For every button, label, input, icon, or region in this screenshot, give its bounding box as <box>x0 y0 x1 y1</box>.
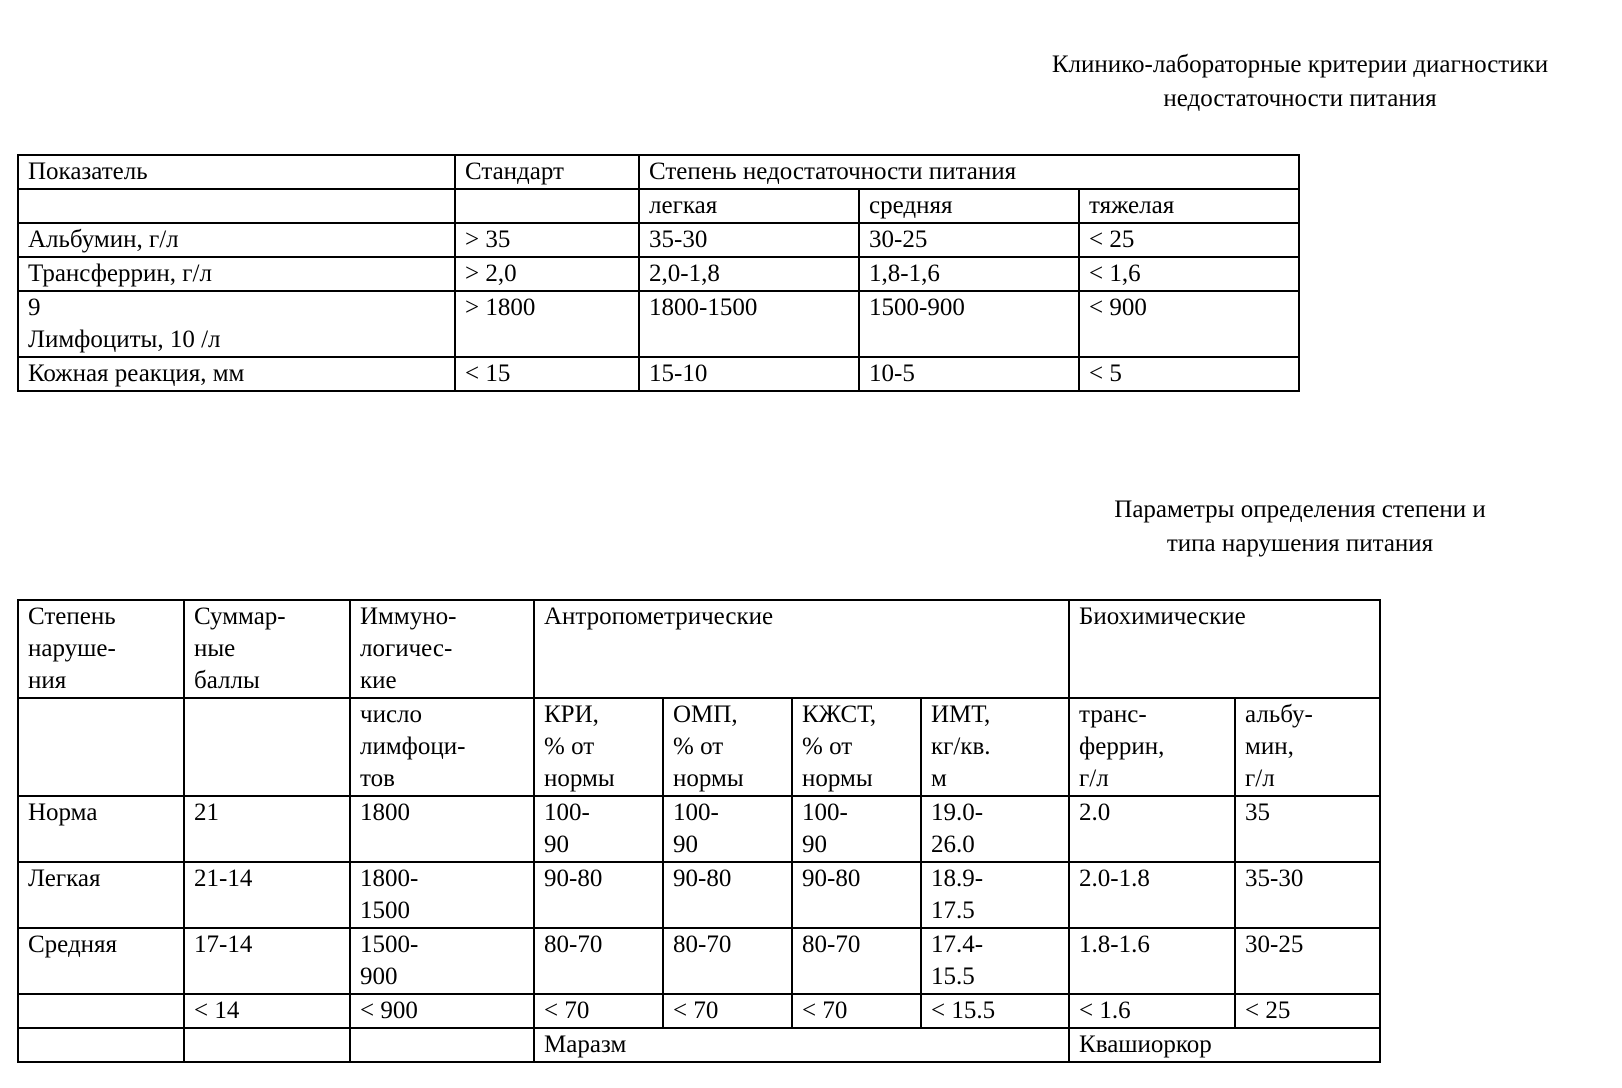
subheader-cell-kri: КРИ, % от нормы <box>534 698 663 796</box>
cell-lymphocytes: 1800- 1500 <box>350 862 534 928</box>
header-cell-indicator: Показатель <box>18 155 455 189</box>
table2-title <box>1060 493 1540 561</box>
subheader-cell-omp: ОМП, % от нормы <box>663 698 792 796</box>
cell-imt: 17.4- 15.5 <box>921 928 1069 994</box>
cell-mild: 1800-1500 <box>639 291 859 357</box>
header-cell-standard: Стандарт <box>455 155 639 189</box>
cell-standard: < 15 <box>455 357 639 391</box>
cell-albumin: 35 <box>1235 796 1380 862</box>
subheader-cell-lymphocytes: число лимфоци- тов <box>350 698 534 796</box>
cell-albumin: 30-25 <box>1235 928 1380 994</box>
table-row <box>18 291 1299 357</box>
cell-lymphocytes: < 900 <box>350 994 534 1028</box>
cell-imt: 18.9- 17.5 <box>921 862 1069 928</box>
cell-severe: < 5 <box>1079 357 1299 391</box>
table-header-row <box>18 600 1380 698</box>
subheader-cell-imt: ИМТ, кг/кв. м <box>921 698 1069 796</box>
empty-cell <box>455 189 639 223</box>
cell-transferrin: < 1.6 <box>1069 994 1235 1028</box>
cell-transferrin: 2.0 <box>1069 796 1235 862</box>
cell-degree: Легкая <box>18 862 184 928</box>
cell-standard: > 35 <box>455 223 639 257</box>
cell-indicator: Альбумин, г/л <box>18 223 455 257</box>
header-cell-severe: тяжелая <box>1079 189 1299 223</box>
cell-kri: 100- 90 <box>534 796 663 862</box>
cell-imt: 19.0- 26.0 <box>921 796 1069 862</box>
header-cell-mild: легкая <box>639 189 859 223</box>
table-header-row <box>18 155 1299 189</box>
cell-mild: 35-30 <box>639 223 859 257</box>
cell-kzhst: 80-70 <box>792 928 921 994</box>
cell-kri: 80-70 <box>534 928 663 994</box>
footer-cell-kwashiorkor: Квашиоркор <box>1069 1028 1380 1062</box>
cell-score: 21 <box>184 796 350 862</box>
cell-standard: > 2,0 <box>455 257 639 291</box>
cell-omp: 100- 90 <box>663 796 792 862</box>
cell-kri: < 70 <box>534 994 663 1028</box>
cell-kzhst: < 70 <box>792 994 921 1028</box>
cell-degree: Норма <box>18 796 184 862</box>
cell-standard: > 1800 <box>455 291 639 357</box>
cell-severe: < 900 <box>1079 291 1299 357</box>
cell-medium: 1500-900 <box>859 291 1079 357</box>
header-cell-medium: средняя <box>859 189 1079 223</box>
cell-lymphocytes: 1800 <box>350 796 534 862</box>
cell-omp: < 70 <box>663 994 792 1028</box>
table-row <box>18 994 1380 1028</box>
cell-lymphocytes: 1500- 900 <box>350 928 534 994</box>
nutrition-disorder-parameters-table <box>17 599 1381 1063</box>
subheader-cell-transferrin: транс- феррин, г/л <box>1069 698 1235 796</box>
empty-cell <box>18 1028 184 1062</box>
cell-omp: 80-70 <box>663 928 792 994</box>
table1-title-line-1: Клинико-лабораторные критерии диагностики <box>1051 51 1549 78</box>
table2-title-line-2: типа нарушения питания <box>1166 530 1434 557</box>
empty-cell <box>18 189 455 223</box>
cell-degree <box>18 994 184 1028</box>
footer-cell-marasmus: Маразм <box>534 1028 1069 1062</box>
table-footer-row <box>18 1028 1380 1062</box>
cell-score: < 14 <box>184 994 350 1028</box>
table-row <box>18 928 1380 994</box>
table-subheader-row <box>18 189 1299 223</box>
table2-title-line-1: Параметры определения степени и <box>1114 496 1486 523</box>
header-cell-immuno: Иммуно- логичес- кие <box>350 600 534 698</box>
cell-omp: 90-80 <box>663 862 792 928</box>
cell-medium: 30-25 <box>859 223 1079 257</box>
header-cell-score: Суммар- ные баллы <box>184 600 350 698</box>
empty-cell <box>18 698 184 796</box>
subheader-cell-albumin: альбу- мин, г/л <box>1235 698 1380 796</box>
cell-severe: < 1,6 <box>1079 257 1299 291</box>
table-row <box>18 257 1299 291</box>
empty-cell <box>184 698 350 796</box>
empty-cell <box>184 1028 350 1062</box>
cell-transferrin: 1.8-1.6 <box>1069 928 1235 994</box>
malnutrition-criteria-table <box>17 154 1300 392</box>
cell-indicator: 9 Лимфоциты, 10 /л <box>18 291 455 357</box>
table-row <box>18 357 1299 391</box>
table1-title-line-2: недостаточности питания <box>1163 85 1437 112</box>
table-row <box>18 796 1380 862</box>
cell-severe: < 25 <box>1079 223 1299 257</box>
cell-medium: 1,8-1,6 <box>859 257 1079 291</box>
cell-mild: 2,0-1,8 <box>639 257 859 291</box>
cell-degree: Средняя <box>18 928 184 994</box>
cell-albumin: 35-30 <box>1235 862 1380 928</box>
cell-score: 21-14 <box>184 862 350 928</box>
header-cell-degree: Степень наруше- ния <box>18 600 184 698</box>
cell-transferrin: 2.0-1.8 <box>1069 862 1235 928</box>
header-cell-anthropometric: Антропометрические <box>534 600 1069 698</box>
table-row <box>18 862 1380 928</box>
cell-medium: 10-5 <box>859 357 1079 391</box>
cell-kri: 90-80 <box>534 862 663 928</box>
table-subheader-row <box>18 698 1380 796</box>
table1-title <box>980 48 1620 116</box>
cell-indicator: Трансферрин, г/л <box>18 257 455 291</box>
cell-albumin: < 25 <box>1235 994 1380 1028</box>
cell-score: 17-14 <box>184 928 350 994</box>
header-cell-biochemical: Биохимические <box>1069 600 1380 698</box>
cell-imt: < 15.5 <box>921 994 1069 1028</box>
subheader-cell-kzhst: КЖСТ, % от нормы <box>792 698 921 796</box>
cell-indicator: Кожная реакция, мм <box>18 357 455 391</box>
header-cell-degree: Степень недостаточности питания <box>639 155 1299 189</box>
cell-kzhst: 100- 90 <box>792 796 921 862</box>
cell-kzhst: 90-80 <box>792 862 921 928</box>
table-row <box>18 223 1299 257</box>
empty-cell <box>350 1028 534 1062</box>
cell-mild: 15-10 <box>639 357 859 391</box>
